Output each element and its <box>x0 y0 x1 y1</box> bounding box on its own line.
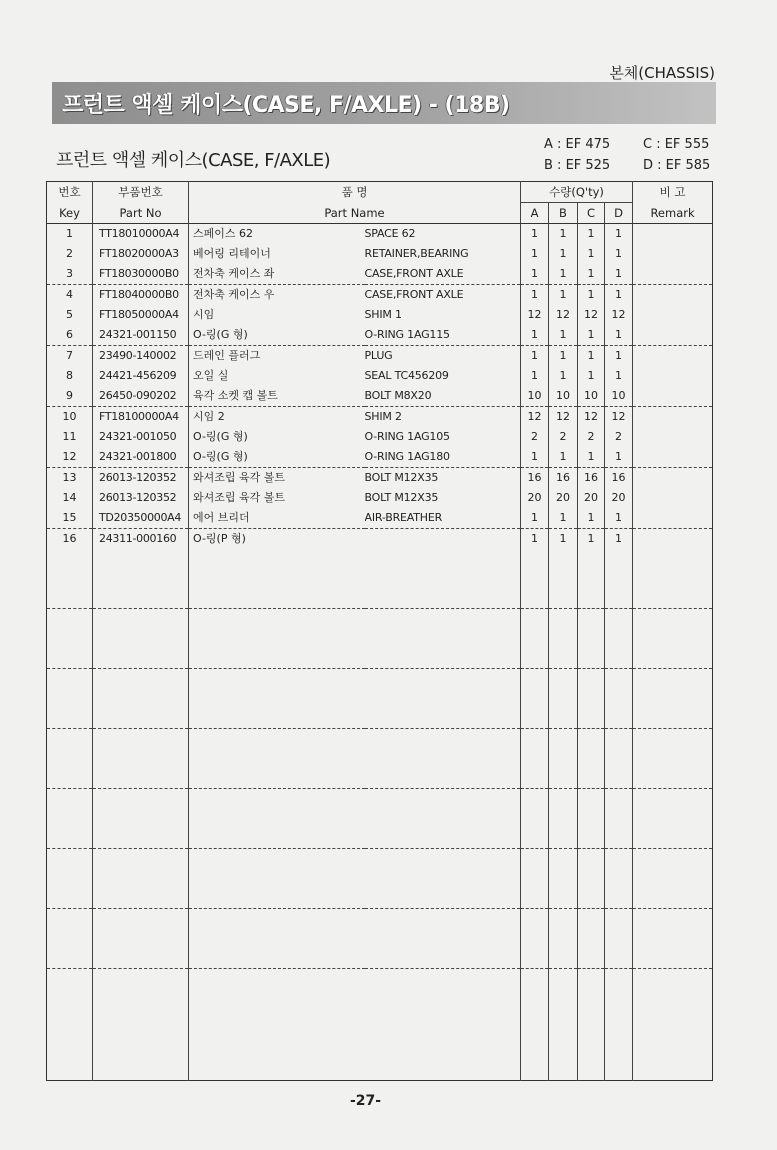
row-qty-b: 1 <box>549 346 578 367</box>
empty-cell <box>605 609 633 669</box>
col-qty-d: D <box>605 203 633 224</box>
empty-cell <box>578 549 605 609</box>
col-qty-b: B <box>549 203 578 224</box>
row-name-kr: 오일 실 <box>189 366 365 386</box>
row-qty-b: 1 <box>549 264 578 285</box>
row-key: 12 <box>47 447 93 468</box>
empty-cell <box>365 609 521 669</box>
row-qty-a: 12 <box>521 407 549 428</box>
empty-cell <box>605 669 633 729</box>
row-qty-a: 1 <box>521 346 549 367</box>
row-qty-a: 1 <box>521 366 549 386</box>
row-part-no: 23490-140002 <box>93 346 189 367</box>
empty-cell <box>93 729 189 789</box>
table-row <box>47 468 713 489</box>
table-row <box>47 366 713 386</box>
empty-cell <box>93 909 189 969</box>
row-qty-a: 1 <box>521 224 549 245</box>
empty-row <box>47 669 713 729</box>
empty-cell <box>365 909 521 969</box>
empty-cell <box>521 609 549 669</box>
empty-cell <box>549 849 578 909</box>
row-key: 14 <box>62 491 77 504</box>
empty-cell <box>633 669 713 729</box>
empty-cell <box>189 549 365 609</box>
section-label: 본체(CHASSIS) <box>609 64 715 82</box>
row-qty-b: 1 <box>549 244 578 264</box>
empty-cell <box>633 729 713 789</box>
empty-cell <box>365 669 521 729</box>
empty-cell <box>93 969 189 1081</box>
empty-cell <box>605 849 633 909</box>
row-qty-b: 2 <box>549 427 578 447</box>
empty-cell <box>93 669 189 729</box>
col-key-kr: 번호 <box>58 185 81 200</box>
empty-cell <box>47 789 93 849</box>
row-qty-d: 1 <box>605 325 633 346</box>
row-qty-b: 20 <box>549 488 578 508</box>
row-qty-b: 12 <box>549 407 578 428</box>
page-subtitle: 프런트 액셀 케이스(CASE, F/AXLE) <box>56 150 331 171</box>
row-remark <box>633 488 713 508</box>
row-name-en: RETAINER,BEARING <box>364 247 469 260</box>
empty-cell <box>578 849 605 909</box>
empty-cell <box>633 789 713 849</box>
row-name-en: PLUG <box>364 349 393 362</box>
table-row <box>47 427 713 447</box>
empty-cell <box>578 969 605 1081</box>
row-name-en: O-RING 1AG180 <box>365 447 521 468</box>
row-remark <box>633 386 713 407</box>
empty-cell <box>633 549 713 609</box>
table-row <box>47 325 713 346</box>
empty-cell <box>365 789 521 849</box>
row-key: 16 <box>62 532 77 545</box>
row-qty-c: 1 <box>578 285 605 306</box>
row-name-kr: O-링(G 형) <box>189 427 365 447</box>
row-qty-d: 16 <box>605 468 633 489</box>
row-qty-b: 1 <box>549 224 578 245</box>
empty-cell <box>189 609 365 669</box>
row-remark <box>633 529 713 550</box>
col-name-en: Part Name <box>189 203 521 224</box>
empty-cell <box>189 849 365 909</box>
empty-cell <box>365 849 521 909</box>
row-key: 5 <box>66 308 73 321</box>
model-b: B : EF 525 <box>544 158 611 173</box>
row-remark <box>633 366 713 386</box>
empty-cell <box>521 909 549 969</box>
empty-row <box>47 549 713 609</box>
empty-cell <box>93 849 189 909</box>
empty-cell <box>578 789 605 849</box>
row-qty-a: 1 <box>521 285 549 306</box>
row-qty-a: 12 <box>521 305 549 325</box>
row-remark <box>633 305 713 325</box>
empty-cell <box>605 549 633 609</box>
row-qty-d: 1 <box>605 508 633 529</box>
row-qty-c: 1 <box>578 366 605 386</box>
row-qty-a: 16 <box>521 468 549 489</box>
model-legend-left <box>544 134 610 176</box>
row-name-kr: 육각 소켓 캡 볼트 <box>189 386 365 407</box>
row-part-no: 24421-456209 <box>93 366 189 386</box>
empty-cell <box>93 609 189 669</box>
empty-cell <box>633 849 713 909</box>
empty-cell <box>633 609 713 669</box>
table-row <box>47 508 713 529</box>
row-qty-a: 1 <box>521 508 549 529</box>
table-row <box>47 264 713 285</box>
empty-cell <box>549 669 578 729</box>
row-qty-c: 12 <box>578 407 605 428</box>
row-remark <box>633 346 713 367</box>
empty-cell <box>189 969 365 1081</box>
row-name-kr: 시임 <box>189 305 365 325</box>
row-qty-a: 1 <box>521 529 549 550</box>
empty-cell <box>47 969 93 1081</box>
row-key: 7 <box>66 349 73 362</box>
row-part-no: FT18050000A4 <box>93 305 189 325</box>
row-qty-a: 2 <box>521 427 549 447</box>
row-qty-d: 1 <box>605 224 633 245</box>
row-name-kr: 스페이스 62 <box>189 224 365 245</box>
row-qty-d: 1 <box>605 447 633 468</box>
empty-row <box>47 729 713 789</box>
row-qty-b: 1 <box>549 529 578 550</box>
empty-row <box>47 609 713 669</box>
row-qty-c: 16 <box>578 468 605 489</box>
row-qty-c: 2 <box>578 427 605 447</box>
empty-cell <box>521 669 549 729</box>
row-name-kr: 전차축 케이스 좌 <box>189 264 365 285</box>
row-part-no: 24321-001150 <box>93 325 189 346</box>
row-remark <box>633 427 713 447</box>
table-row <box>47 529 713 550</box>
col-qty: 수량(Q'ty) <box>521 182 633 203</box>
row-name-en: SPACE 62 <box>364 227 416 240</box>
table-row <box>47 346 713 367</box>
row-name-kr: 드레인 플러그 <box>189 346 365 367</box>
row-name-en: O-RING 1AG115 <box>365 325 521 346</box>
row-qty-c: 1 <box>578 244 605 264</box>
empty-cell <box>47 849 93 909</box>
empty-cell <box>365 729 521 789</box>
empty-cell <box>549 549 578 609</box>
row-qty-c: 10 <box>578 386 605 407</box>
empty-cell <box>93 549 189 609</box>
row-qty-d: 10 <box>605 386 633 407</box>
table-row <box>47 488 713 508</box>
row-key: 10 <box>62 410 77 423</box>
empty-cell <box>605 729 633 789</box>
col-partno-en: Part No <box>93 203 189 224</box>
empty-cell <box>578 669 605 729</box>
row-remark <box>633 325 713 346</box>
col-name-kr: 품 명 <box>189 182 521 203</box>
empty-cell <box>189 909 365 969</box>
row-name-en: CASE,FRONT AXLE <box>364 288 464 301</box>
row-remark <box>633 508 713 529</box>
empty-cell <box>365 969 521 1081</box>
row-remark <box>633 244 713 264</box>
empty-cell <box>578 609 605 669</box>
col-remark-en: Remark <box>633 203 713 224</box>
empty-cell <box>578 909 605 969</box>
empty-cell <box>549 729 578 789</box>
parts-body <box>47 224 713 1081</box>
empty-cell <box>189 789 365 849</box>
row-qty-d: 1 <box>605 264 633 285</box>
empty-cell <box>605 909 633 969</box>
empty-cell <box>605 969 633 1081</box>
parts-table <box>46 181 713 1081</box>
row-qty-d: 12 <box>605 407 633 428</box>
empty-cell <box>521 969 549 1081</box>
row-qty-a: 10 <box>521 386 549 407</box>
empty-row <box>47 969 713 1081</box>
table-row <box>47 305 713 325</box>
row-qty-b: 1 <box>549 508 578 529</box>
empty-cell <box>521 789 549 849</box>
banner-title: 프런트 액셀 케이스(CASE, F/AXLE) - (18B) <box>62 93 510 118</box>
model-c: C : EF 555 <box>643 137 710 152</box>
empty-cell <box>365 549 521 609</box>
row-name-en: CASE,FRONT AXLE <box>365 264 521 285</box>
empty-cell <box>549 909 578 969</box>
row-remark <box>633 468 713 489</box>
row-name-en: BOLT M12X35 <box>364 471 439 484</box>
row-part-no: TT18010000A4 <box>93 224 189 245</box>
table-row <box>47 386 713 407</box>
empty-row <box>47 849 713 909</box>
row-remark <box>633 224 713 245</box>
row-name-en: O-RING 1AG105 <box>364 430 450 443</box>
empty-cell <box>549 969 578 1081</box>
row-qty-d: 1 <box>605 244 633 264</box>
col-partno-kr: 부품번호 <box>93 182 189 203</box>
empty-row <box>47 909 713 969</box>
table-row <box>47 224 713 245</box>
empty-cell <box>549 609 578 669</box>
row-key: 9 <box>47 386 93 407</box>
row-part-no: FT18030000B0 <box>93 264 189 285</box>
row-part-no: 26013-120352 <box>93 468 189 489</box>
row-remark <box>633 407 713 428</box>
col-qty-a: A <box>521 203 549 224</box>
empty-cell <box>47 549 93 609</box>
row-qty-c: 1 <box>578 346 605 367</box>
row-name-en: AIR-BREATHER <box>365 508 521 529</box>
empty-cell <box>549 789 578 849</box>
empty-cell <box>521 729 549 789</box>
row-qty-c: 1 <box>578 224 605 245</box>
empty-cell <box>189 669 365 729</box>
row-qty-a: 1 <box>521 264 549 285</box>
row-key: 1 <box>66 227 73 240</box>
row-qty-a: 20 <box>521 488 549 508</box>
model-d: D : EF 585 <box>643 158 711 173</box>
row-part-no: TD20350000A4 <box>93 508 189 529</box>
row-qty-d: 12 <box>605 305 633 325</box>
row-name-kr: 전차축 케이스 우 <box>189 285 365 306</box>
row-part-no: FT18020000A3 <box>93 244 189 264</box>
col-remark-kr: 비 고 <box>633 182 713 203</box>
row-qty-c: 1 <box>578 264 605 285</box>
row-qty-c: 1 <box>578 447 605 468</box>
row-name-kr: 와셔조립 육각 볼트 <box>189 468 365 489</box>
row-name-kr: 와셔조립 육각 볼트 <box>189 488 365 508</box>
empty-cell <box>189 729 365 789</box>
row-qty-c: 12 <box>578 305 605 325</box>
empty-cell <box>47 729 93 789</box>
row-name-kr: O-링(G 형) <box>189 325 365 346</box>
row-part-no: FT18040000B0 <box>93 285 189 306</box>
row-qty-d: 1 <box>605 529 633 550</box>
row-key: 2 <box>66 247 73 260</box>
table-row <box>47 244 713 264</box>
header-row-bottom <box>47 203 713 224</box>
row-name-kr: 시임 2 <box>189 407 365 428</box>
row-key: 8 <box>66 369 73 382</box>
row-key: 11 <box>62 430 77 443</box>
row-qty-b: 12 <box>549 305 578 325</box>
row-part-no: 26013-120352 <box>93 488 189 508</box>
row-part-no: 24311-000160 <box>93 529 189 550</box>
row-qty-b: 10 <box>549 386 578 407</box>
empty-cell <box>521 849 549 909</box>
row-qty-c: 20 <box>578 488 605 508</box>
table-row <box>47 407 713 428</box>
empty-cell <box>47 609 93 669</box>
row-part-no: FT18100000A4 <box>93 407 189 428</box>
row-name-en: SEAL TC456209 <box>364 369 449 382</box>
row-qty-d: 2 <box>605 427 633 447</box>
row-qty-a: 1 <box>521 244 549 264</box>
row-key: 3 <box>47 264 93 285</box>
row-qty-b: 1 <box>549 366 578 386</box>
row-part-no: 26450-090202 <box>93 386 189 407</box>
row-qty-c: 1 <box>578 325 605 346</box>
empty-cell <box>93 789 189 849</box>
row-name-kr: O-링(G 형) <box>189 447 365 468</box>
row-name-en: SHIM 1 <box>364 308 402 321</box>
page-number: -27- <box>350 1093 382 1109</box>
row-remark <box>633 447 713 468</box>
row-part-no: 24321-001050 <box>93 427 189 447</box>
empty-row <box>47 789 713 849</box>
row-qty-d: 1 <box>605 366 633 386</box>
row-name-kr: 에어 브리더 <box>189 508 365 529</box>
col-key-en: Key <box>47 203 93 224</box>
row-qty-b: 1 <box>549 285 578 306</box>
row-name-en <box>365 529 521 550</box>
row-qty-c: 1 <box>578 529 605 550</box>
row-name-kr: 베어링 리테이너 <box>189 244 365 264</box>
row-qty-d: 1 <box>605 346 633 367</box>
row-qty-c: 1 <box>578 508 605 529</box>
row-qty-b: 16 <box>549 468 578 489</box>
row-name-en: BOLT M8X20 <box>365 386 521 407</box>
row-qty-b: 1 <box>549 447 578 468</box>
row-key: 13 <box>62 471 77 484</box>
row-qty-a: 1 <box>521 447 549 468</box>
table-row <box>47 285 713 306</box>
row-qty-d: 1 <box>605 285 633 306</box>
empty-cell <box>605 789 633 849</box>
empty-cell <box>521 549 549 609</box>
row-remark <box>633 285 713 306</box>
row-name-kr: O-링(P 형) <box>189 529 365 550</box>
title-banner <box>52 82 716 124</box>
row-key: 6 <box>47 325 93 346</box>
row-name-en: SHIM 2 <box>364 410 402 423</box>
row-qty-d: 20 <box>605 488 633 508</box>
empty-cell <box>47 669 93 729</box>
empty-cell <box>633 969 713 1081</box>
row-remark <box>633 264 713 285</box>
table-row <box>47 447 713 468</box>
row-name-en: BOLT M12X35 <box>364 491 439 504</box>
empty-cell <box>578 729 605 789</box>
row-key: 15 <box>47 508 93 529</box>
model-legend-right <box>643 134 710 176</box>
col-qty-c: C <box>578 203 605 224</box>
row-qty-a: 1 <box>521 325 549 346</box>
empty-cell <box>633 909 713 969</box>
row-key: 4 <box>66 288 73 301</box>
row-qty-b: 1 <box>549 325 578 346</box>
row-part-no: 24321-001800 <box>93 447 189 468</box>
empty-cell <box>47 909 93 969</box>
header-row-top <box>47 182 713 203</box>
model-a: A : EF 475 <box>544 137 611 152</box>
